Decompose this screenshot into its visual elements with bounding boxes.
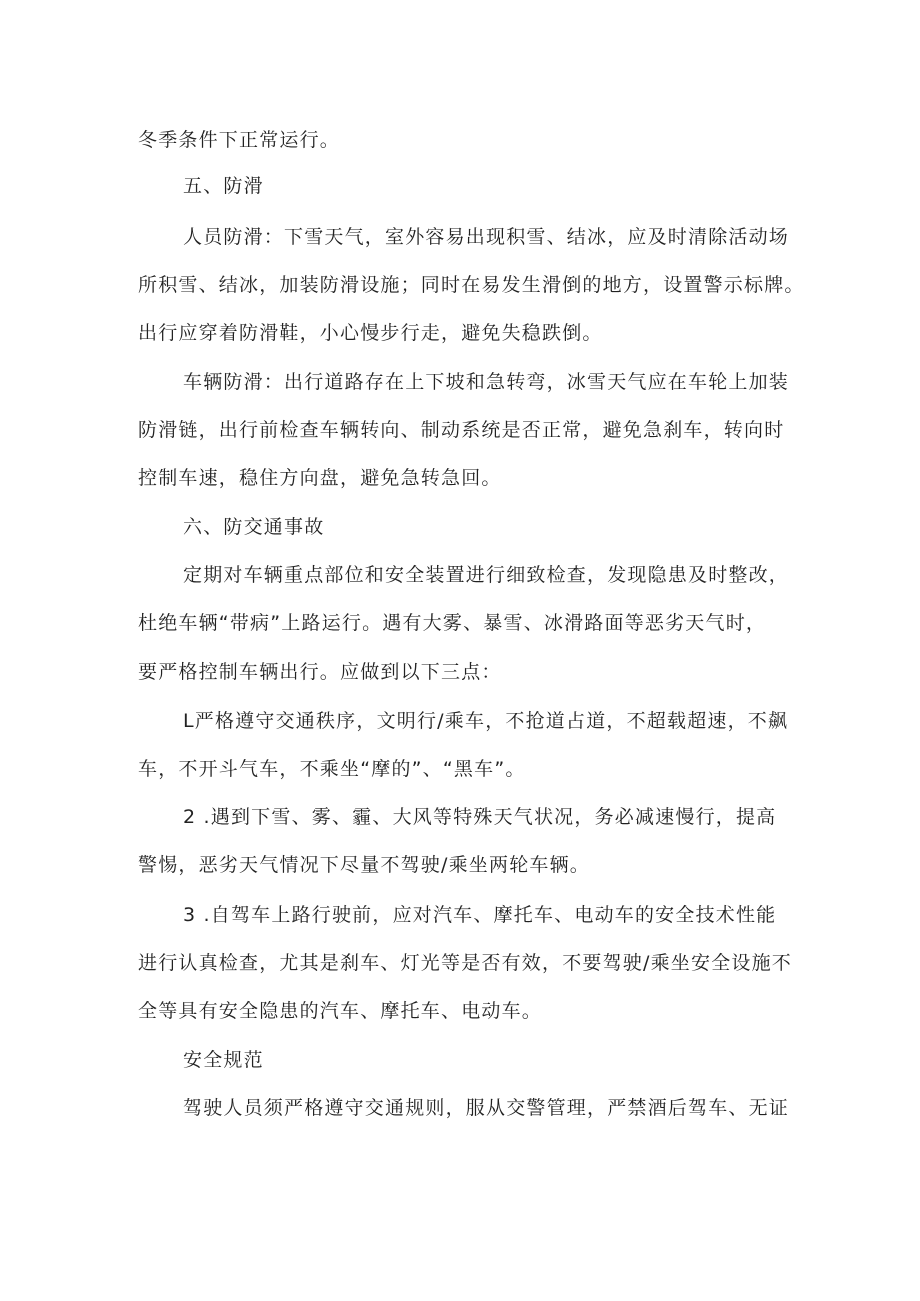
paragraph-line: 杜绝车辆“带病”上路运行。遇有大雾、暴雪、冰滑路面等恶劣天气时， <box>138 612 767 634</box>
list-item-line: 车，不开斗气车，不乘坐“摩的”、“黑车”。 <box>138 758 526 780</box>
list-item-line: 2 .遇到下雪、雾、霾、大风等特殊天气状况，务必减速慢行，提高 <box>183 806 777 828</box>
section-heading: 六、防交通事故 <box>183 516 325 538</box>
paragraph-line: 人员防滑：下雪天气，室外容易出现积雪、结冰，应及时清除活动场 <box>183 226 790 248</box>
list-item-line: 进行认真检查，尤其是刹车、灯光等是否有效，不要驾驶/乘坐安全设施不 <box>138 952 793 974</box>
list-item-line: L严格遵守交通秩序，文明行/乘车，不抢道占道，不超载超速，不飙 <box>183 710 789 732</box>
list-item-line: 警惕，恶劣天气情况下尽量不驾驶/乘坐两轮车辆。 <box>138 854 591 876</box>
paragraph-line: 要严格控制车辆出行。应做到以下三点： <box>138 661 502 683</box>
list-item-line: 3 .自驾车上路行驶前，应对汽车、摩托车、电动车的安全技术性能 <box>183 904 777 926</box>
paragraph-line: 定期对车辆重点部位和安全装置进行细致检查，发现隐患及时整改， <box>183 564 790 586</box>
text-line: 冬季条件下正常运行。 <box>138 129 341 151</box>
paragraph-line: 防滑链，出行前检查车辆转向、制动系统是否正常，避免急刹车，转向时 <box>138 419 785 441</box>
section-heading: 安全规范 <box>183 1049 264 1071</box>
paragraph-line: 控制车速，稳住方向盘，避免急转急回。 <box>138 467 502 489</box>
section-heading: 五、防滑 <box>183 175 264 197</box>
paragraph-line: 驾驶人员须严格遵守交通规则，服从交警管理，严禁酒后驾车、无证 <box>183 1097 790 1119</box>
list-item-line: 全等具有安全隐患的汽车、摩托车、电动车。 <box>138 1000 543 1022</box>
paragraph-line: 所积雪、结冰，加装防滑设施；同时在易发生滑倒的地方，设置警示标牌。 <box>138 274 805 296</box>
paragraph-line: 车辆防滑：出行道路存在上下坡和急转弯，冰雪天气应在车轮上加装 <box>183 371 790 393</box>
paragraph-line: 出行应穿着防滑鞋，小心慢步行走，避免失稳跌倒。 <box>138 322 603 344</box>
